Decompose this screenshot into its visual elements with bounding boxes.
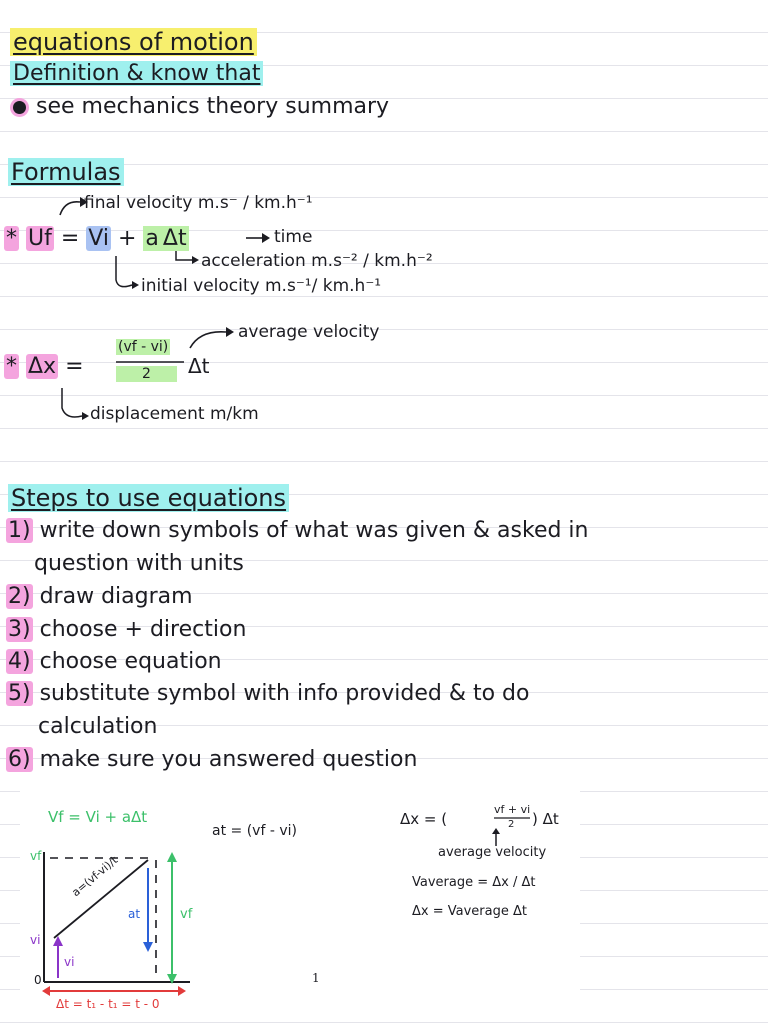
- formula2-star: *: [6, 354, 17, 379]
- vf-arrowhead-top: [167, 852, 177, 862]
- steps-heading: [8, 486, 289, 510]
- average-velocity-label: average velocity: [238, 322, 380, 342]
- step-text: substitute symbol with info provided & to do: [39, 681, 530, 706]
- vf-right-label: vf: [180, 907, 193, 922]
- step-6: [6, 749, 417, 771]
- dx-equation-numerator: vf + vi: [494, 803, 531, 816]
- step-2: [6, 586, 193, 608]
- formula1-lhs: Uf: [28, 226, 52, 251]
- step-text: write down symbols of what was given & asked in: [39, 518, 589, 543]
- diagram-equation: Vf = Vi + aΔt: [48, 808, 148, 826]
- at-equation: at = (vf - vi): [212, 823, 297, 839]
- formula2-denominator: [116, 367, 177, 381]
- formula2-equals: =: [65, 354, 84, 379]
- formula2-numerator: [116, 340, 170, 354]
- step-5: [6, 683, 529, 705]
- dt-arrowhead-left: [42, 986, 50, 996]
- initial-velocity-label: initial velocity m.s⁻¹/ km.h⁻¹: [141, 276, 382, 296]
- step-number: 4): [8, 649, 31, 674]
- steps-heading-text: Steps to use equations: [8, 484, 289, 512]
- step-number: 2): [8, 584, 31, 609]
- step-number: 5): [8, 681, 31, 706]
- page-number: 1: [312, 971, 320, 985]
- title-text: equations of motion: [10, 28, 257, 56]
- formula2-denominator-text: 2: [116, 366, 177, 382]
- dx-v-average-equation: Δx = Vaverage Δt: [412, 904, 527, 919]
- vi-small-label: vi: [64, 955, 75, 969]
- avg-vel-arrowhead: [492, 828, 500, 834]
- dx-equation-denominator: 2: [508, 819, 515, 830]
- formula1-star: *: [6, 226, 17, 251]
- acceleration-label: acceleration m.s⁻² / km.h⁻²: [201, 251, 433, 271]
- formula2-lhs: Δx: [28, 354, 57, 379]
- step-1-continued: question with units: [34, 551, 244, 576]
- step-text: make sure you answered question: [39, 747, 418, 772]
- final-velocity-label: final velocity m.s⁻ / km.h⁻¹: [84, 193, 313, 213]
- v-average-equation: Vaverage = Δx / Δt: [412, 875, 536, 890]
- formula-1: [4, 228, 189, 250]
- at-arrowhead: [143, 942, 153, 952]
- formula1-dt: Δt: [162, 226, 187, 251]
- step-4: [6, 651, 222, 673]
- average-velocity-caption: average velocity: [438, 845, 547, 860]
- dx-equation-lhs: Δx = (: [400, 810, 448, 828]
- origin-label: 0: [34, 973, 42, 987]
- slope-label: a=(vf-vi)/t: [69, 853, 121, 900]
- dt-arrowhead-right: [178, 986, 186, 996]
- step-1: [6, 520, 589, 542]
- step-3: [6, 619, 246, 641]
- step-text: choose equation: [39, 649, 222, 674]
- formula-2: [4, 356, 84, 378]
- definition-heading-text: Definition & know that: [10, 61, 263, 86]
- formula1-plus: +: [117, 226, 137, 251]
- step-text: choose + direction: [39, 617, 247, 642]
- vf-axis-label: vf: [30, 849, 42, 863]
- step-number: 1): [8, 518, 31, 543]
- displacement-label: displacement m/km: [90, 404, 259, 424]
- formula2-trailing: Δt: [188, 354, 210, 378]
- velocity-time-diagram: [20, 788, 580, 1020]
- step-text: draw diagram: [39, 584, 193, 609]
- formula1-vi: Vi: [88, 226, 109, 251]
- vi-axis-label: vi: [30, 933, 41, 947]
- formula2-numerator-text: (vf - vi): [118, 339, 169, 355]
- formulas-heading-text: Formulas: [8, 158, 124, 186]
- dt-label: Δt = t₁ - t₁ = t - 0: [56, 997, 160, 1011]
- definition-bullet: see mechanics theory summary: [36, 94, 390, 119]
- formula1-a: a: [145, 226, 159, 251]
- step-number: 3): [8, 617, 31, 642]
- step-5-continued: calculation: [38, 714, 158, 739]
- dx-equation-rhs: ) Δt: [532, 810, 559, 828]
- at-label: at: [128, 907, 141, 921]
- step-number: 6): [8, 747, 31, 772]
- formula1-equals: =: [60, 226, 80, 251]
- time-label: time: [274, 227, 313, 247]
